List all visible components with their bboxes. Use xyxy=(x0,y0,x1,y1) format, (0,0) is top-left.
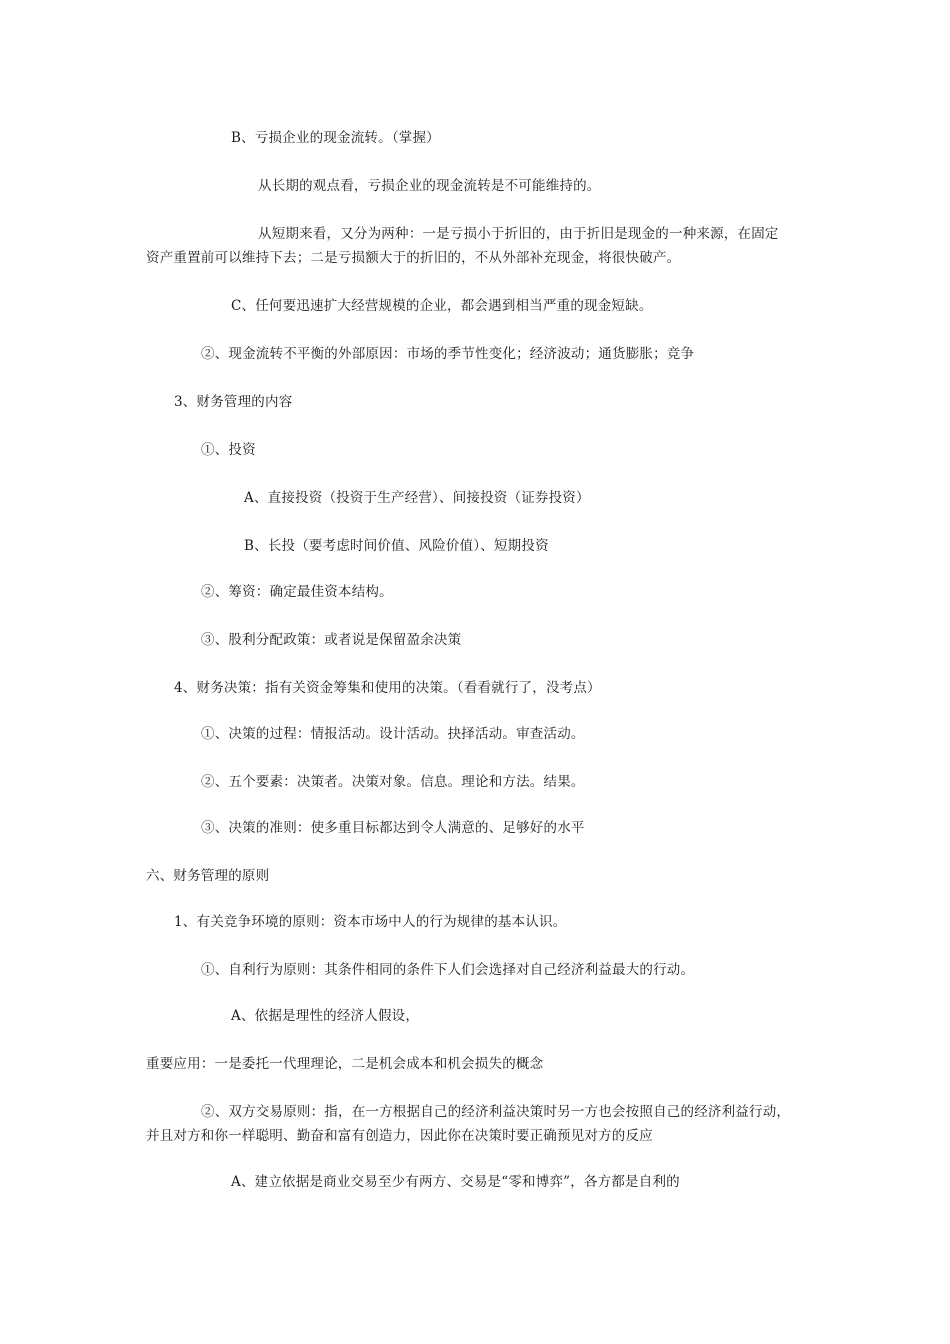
item-five-elements: ②、五个要素：决策者。决策对象。信息。理论和方法。结果。 xyxy=(201,774,585,790)
paragraph-b-loss-cash-flow: B、亏损企业的现金流转。（掌握） xyxy=(231,130,440,146)
item-self-interest-principle: ①、自利行为原则：其条件相同的条件下人们会选择对自己经济利益最大的行动。 xyxy=(201,962,695,978)
heading-financial-decision: 4、财务决策：指有关资金筹集和使用的决策。（看看就行了，没考点） xyxy=(174,680,601,696)
item-bilateral-trade-principle: ②、双方交易原则：指，在一方根据自己的经济利益决策时另一方也会按照自己的经济利益行动， xyxy=(201,1104,791,1120)
item-long-short-investment: B、长投（要考虑时间价值、风险价值）、短期投资 xyxy=(244,538,549,554)
paragraph-external-causes: ②、现金流转不平衡的外部原因：市场的季节性变化；经济波动；通货膨胀；竞争 xyxy=(201,346,695,362)
heading-competitive-environment: 1、有关竞争环境的原则：资本市场中人的行为规律的基本认识。 xyxy=(174,914,567,930)
item-zero-sum-basis: A、建立依据是商业交易至少有两方、交易是“零和博弈”，各方都是自利的 xyxy=(231,1174,680,1190)
item-investment: ①、投资 xyxy=(201,442,256,458)
item-decision-criteria: ③、决策的准则：使多重目标都达到令人满意的、足够好的水平 xyxy=(201,820,585,836)
item-direct-indirect-investment: A、直接投资（投资于生产经营）、间接投资（证券投资） xyxy=(244,490,590,506)
item-rational-economic-man: A、依据是理性的经济人假设， xyxy=(231,1008,420,1024)
paragraph-c-expansion: C、任何要迅速扩大经营规模的企业，都会遇到相当严重的现金短缺。 xyxy=(231,298,653,314)
paragraph-short-term-view: 从短期来看，又分为两种：一是亏损小于折旧的，由于折旧是现金的一种来源，在固定 xyxy=(258,226,779,242)
heading-section-six: 六、财务管理的原则 xyxy=(146,868,270,884)
item-financing: ②、筹资：确定最佳资本结构。 xyxy=(201,584,393,600)
item-decision-process: ①、决策的过程：情报活动。设计活动。抉择活动。审查活动。 xyxy=(201,726,585,742)
paragraph-important-applications: 重要应用：一是委托一代理理论，二是机会成本和机会损失的概念 xyxy=(146,1056,544,1072)
item-dividend-policy: ③、股利分配政策：或者说是保留盈余决策 xyxy=(201,632,462,648)
paragraph-long-term-view: 从长期的观点看，亏损企业的现金流转是不可能维持的。 xyxy=(258,178,601,194)
heading-financial-management-content: 3、财务管理的内容 xyxy=(174,394,293,410)
item-bilateral-trade-principle-cont: 并且对方和你一样聪明、勤奋和富有创造力，因此你在决策时要正确预见对方的反应 xyxy=(146,1128,653,1144)
paragraph-short-term-view-cont: 资产重置前可以维持下去；二是亏损额大于的折旧的，不从外部补充现金，将很快破产。 xyxy=(146,250,681,266)
